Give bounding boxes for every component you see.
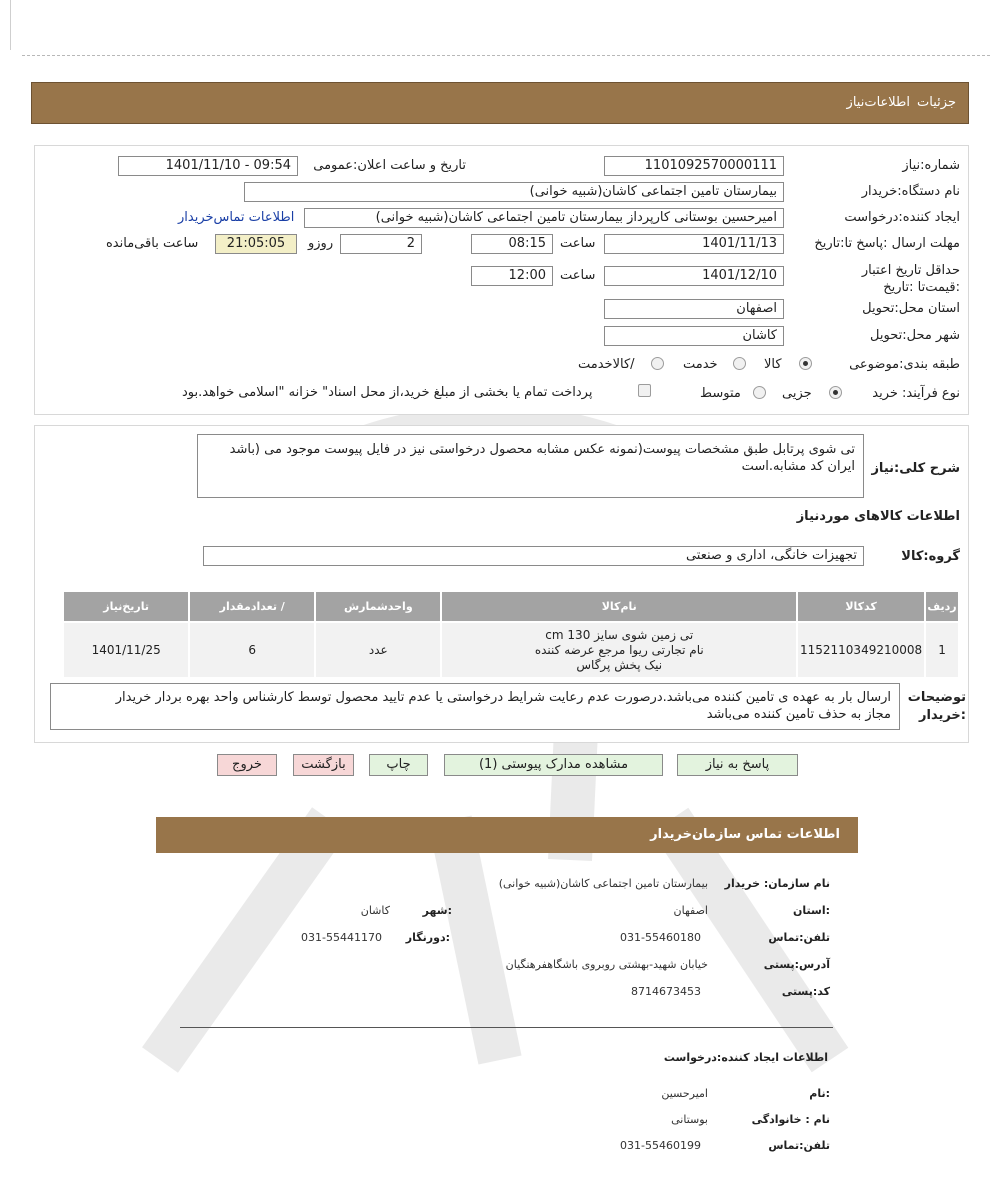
buyer-notes-line-2: مجاز به حذف تامین کننده می‌باشد bbox=[706, 707, 891, 722]
view-attachments-button[interactable]: مشاهده مدارک پیوستی (1) bbox=[444, 754, 663, 776]
process-medium-label: متوسط bbox=[700, 386, 741, 401]
buyer-notes-label-1: توضیحات bbox=[907, 690, 966, 705]
deadline-date-field: 1401/11/13 bbox=[604, 234, 784, 254]
contact-postal-value: 8714673453 bbox=[631, 985, 701, 998]
contact-separator bbox=[180, 1027, 833, 1028]
creator-phone-label: تلفن:تماس bbox=[768, 1139, 830, 1152]
creator-family-label: نام : خانوادگی bbox=[751, 1113, 830, 1126]
top-vertical-rule bbox=[10, 0, 11, 50]
process-label: نوع فرآیند: خرید bbox=[872, 386, 960, 401]
category-label: طبقه بندی:موضوعی bbox=[849, 357, 960, 372]
category-service-label: خدمت bbox=[683, 357, 718, 372]
creator-label: ایجاد کننده:درخواست bbox=[844, 210, 960, 225]
top-dotted-divider bbox=[22, 55, 990, 56]
cell-date: 1401/11/25 bbox=[63, 622, 189, 678]
contact-address-label: آدرس:پستی bbox=[763, 958, 830, 971]
days-label: روزو bbox=[308, 236, 334, 251]
validity-time-field: 12:00 bbox=[471, 266, 553, 286]
buyer-notes-label-2: :خریدار bbox=[919, 708, 966, 723]
deadline-time-label: ساعت bbox=[560, 236, 596, 251]
col-name-header: نام‌کالا bbox=[441, 591, 797, 622]
description-line-2: ایران کد مشابه.است bbox=[741, 459, 855, 474]
announce-label: تاریخ و ساعت اعلان:عمومی bbox=[313, 158, 466, 173]
col-code-header: کدکالا bbox=[797, 591, 925, 622]
page-header-bar bbox=[31, 82, 969, 124]
contact-phone-label: تلفن:تماس bbox=[768, 931, 830, 944]
creator-family-value: بوستانی bbox=[671, 1113, 708, 1126]
contact-postal-label: کد:پستی bbox=[781, 985, 830, 998]
announce-field: 1401/11/10 - 09:54 bbox=[118, 156, 298, 176]
category-goods-radio[interactable] bbox=[799, 357, 812, 370]
creator-name-value: امیرحسین bbox=[661, 1087, 708, 1100]
cell-name-line-1: تی زمین شوی سایز 130 cm bbox=[545, 627, 694, 642]
exit-button[interactable]: خروج bbox=[217, 754, 277, 776]
need-number-field: 1101092570000111 bbox=[604, 156, 784, 176]
buyer-contact-link[interactable]: اطلاعات تماس‌خریدار bbox=[178, 210, 295, 225]
validity-time-label: ساعت bbox=[560, 268, 596, 283]
category-goods-service-label: /کالاخدمت bbox=[578, 357, 635, 372]
goods-table bbox=[62, 590, 960, 679]
category-goods-service-radio[interactable] bbox=[651, 357, 664, 370]
buyer-notes-line-1: ارسال بار به عهده ی تامین کننده می‌باشد.درصورت عدم رعایت شرایط درخواستی یا عدم تایید محصول توسط کارشناس واحد بهره بردار خریدار bbox=[115, 690, 891, 705]
need-number-label: شماره:نیاز bbox=[902, 158, 960, 173]
table-row bbox=[63, 622, 959, 678]
print-button[interactable]: چاپ bbox=[369, 754, 428, 776]
cell-row-index: 1 bbox=[925, 622, 959, 678]
buyer-label: نام دستگاه:خریدار bbox=[861, 184, 960, 199]
tab-need-info[interactable]: اطلاعات‌نیاز bbox=[846, 95, 910, 110]
process-minor-radio[interactable] bbox=[829, 386, 842, 399]
tab-details[interactable]: جزئیات bbox=[917, 95, 956, 110]
province-label: استان محل:تحویل bbox=[862, 301, 960, 316]
org-name-value: بیمارستان تامین اجتماعی کاشان(شبیه خوانی) bbox=[498, 877, 708, 890]
contact-province-value: اصفهان bbox=[673, 904, 708, 917]
creator-field: امیرحسین بوستانی کارپرداز بیمارستان تامین اجتماعی کاشان(شبیه خوانی) bbox=[304, 208, 784, 228]
process-medium-radio[interactable] bbox=[753, 386, 766, 399]
org-name-label: نام سازمان: خریدار bbox=[724, 877, 830, 890]
remaining-time-label: ساعت باقی‌مانده bbox=[106, 236, 199, 251]
goods-section-title: اطلاعات کالاهای مورد‌نیاز bbox=[796, 509, 960, 524]
description-box bbox=[197, 434, 864, 498]
creator-phone-value: 031-55460199 bbox=[620, 1139, 701, 1152]
col-qty-header: / تعدادمقدار bbox=[189, 591, 315, 622]
col-unit-header: واحدشمارش bbox=[315, 591, 441, 622]
days-field: 2 bbox=[340, 234, 422, 254]
contact-city-value: کاشان bbox=[360, 904, 390, 917]
description-line-1: تی شوی پرتابل طبق مشخصات پیوست(نمونه عکس مشابه محصول درخواستی نیز در فایل پیوست موجود می (باشد bbox=[229, 442, 855, 457]
contact-fax-value: 031-55441170 bbox=[301, 931, 382, 944]
category-goods-label: کالا bbox=[764, 357, 782, 372]
province-field: اصفهان bbox=[604, 299, 784, 319]
cell-qty: 6 bbox=[189, 622, 315, 678]
treasury-payment-note: پرداخت تمام یا بخشی از مبلغ خرید،از محل اسناد" خزانه "اسلامی خواهد.بود bbox=[182, 385, 593, 400]
city-field: کاشان bbox=[604, 326, 784, 346]
buyer-notes-box bbox=[50, 683, 900, 730]
contact-city-label: :شهر bbox=[422, 904, 452, 917]
contact-address-value: خیابان شهید-بهشتی روبروی باشگاهفرهنگیان bbox=[505, 958, 708, 971]
remaining-time-field: 21:05:05 bbox=[215, 234, 297, 254]
description-label: شرح کلی:نیاز bbox=[871, 461, 960, 476]
reply-to-need-button[interactable]: پاسخ به نیاز bbox=[677, 754, 798, 776]
contact-fax-label: :دورنگار bbox=[405, 931, 450, 944]
buyer-contact-bar bbox=[156, 817, 858, 853]
col-date-header: تاریخ‌نیاز bbox=[63, 591, 189, 622]
treasury-payment-checkbox[interactable] bbox=[638, 384, 651, 397]
buyer-contact-title: اطلاعات تماس سازمان‌خریدار bbox=[650, 827, 840, 842]
col-row-header: ردیف bbox=[925, 591, 959, 622]
category-service-radio[interactable] bbox=[733, 357, 746, 370]
buyer-field: بیمارستان تامین اجتماعی کاشان(شبیه خوانی) bbox=[244, 182, 784, 202]
goods-group-field: تجهیزات خانگی، اداری و صنعتی bbox=[203, 546, 864, 566]
cell-name bbox=[441, 622, 797, 678]
goods-group-label: گروه:کالا bbox=[901, 549, 960, 564]
cell-unit: عدد bbox=[315, 622, 441, 678]
validity-label: حداقل تاریخ اعتبار :قیمت‌تا :تاریخ bbox=[861, 263, 960, 295]
creator-name-label: :نام bbox=[809, 1087, 830, 1100]
deadline-time-field: 08:15 bbox=[471, 234, 553, 254]
cell-name-line-2: نام تجارتی ریوا مرجع عرضه کننده bbox=[534, 642, 704, 657]
back-button[interactable]: بازگشت bbox=[293, 754, 354, 776]
validity-date-field: 1401/12/10 bbox=[604, 266, 784, 286]
cell-name-line-3: نیک پخش پرگاس bbox=[576, 657, 663, 672]
process-minor-label: جزیی bbox=[782, 386, 812, 401]
contact-province-label: :استان bbox=[793, 904, 830, 917]
cell-code: 1152110349210008 bbox=[797, 622, 925, 678]
city-label: شهر محل:تحویل bbox=[870, 328, 960, 343]
deadline-label: مهلت ارسال :پاسخ تا:تاریخ bbox=[814, 236, 960, 251]
contact-phone-value: 031-55460180 bbox=[620, 931, 701, 944]
table-header-row bbox=[63, 591, 959, 622]
creator-info-title: اطلاعات ایجاد کننده:درخواست bbox=[663, 1051, 828, 1064]
